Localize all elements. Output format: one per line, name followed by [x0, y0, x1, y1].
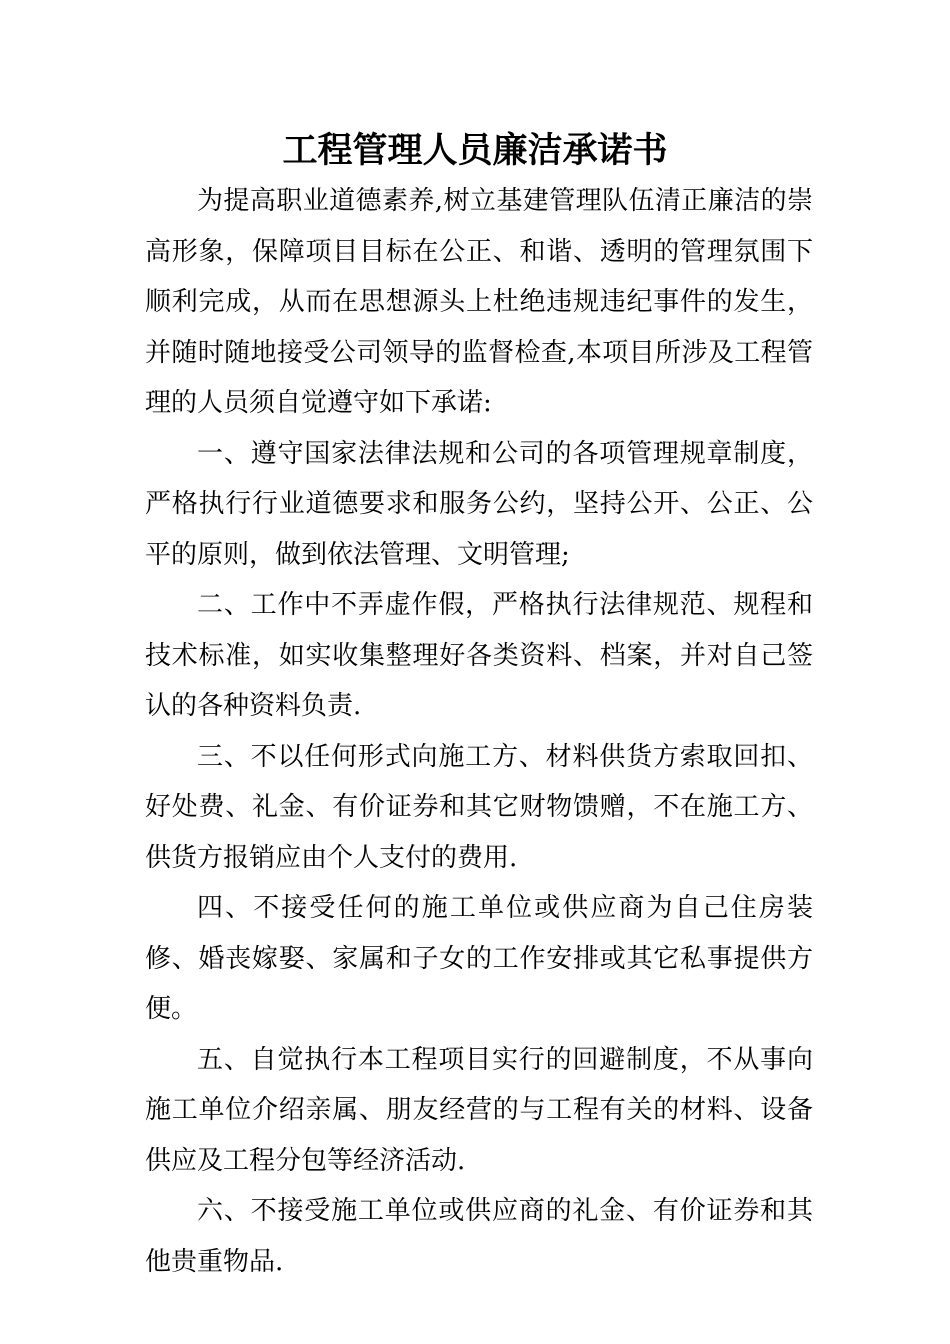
intro-paragraph: 为提高职业道德素养,树立基建管理队伍清正廉洁的崇高形象，保障项目目标在公正、和谐、透明的管理氛围下顺利完成，从而在思想源头上杜绝违规违纪事件的发生，并随时随地接受公司领导的监督检查,本项目所涉及工程管理的人员须自觉遵守如下承诺: [145, 186, 813, 418]
commitment-3-paragraph: 三、不以任何形式向施工方、材料供货方索取回扣、好处费、礼金、有价证券和其它财物馈赠，不在施工方、供货方报销应由个人支付的费用. [145, 741, 813, 873]
document-body [145, 176, 813, 1287]
commitment-6-paragraph: 六、不接受施工单位或供应商的礼金、有价证券和其他贵重物品. [145, 1196, 813, 1277]
document-title: 工程管理人员廉洁承诺书 [282, 130, 668, 171]
commitment-5-paragraph: 五、自觉执行本工程项目实行的回避制度，不从事向施工单位介绍亲属、朋友经营的与工程有关的材料、设备供应及工程分包等经济活动. [145, 1044, 813, 1176]
commitment-1-paragraph: 一、遵守国家法律法规和公司的各项管理规章制度，严格执行行业道德要求和服务公约，坚持公开、公正、公平的原则，做到依法管理、文明管理; [145, 438, 813, 570]
commitment-4-paragraph: 四、不接受任何的施工单位或供应商为自己住房装修、婚丧嫁娶、家属和子女的工作安排或其它私事提供方便。 [145, 893, 813, 1024]
commitment-2-paragraph: 二、工作中不弄虚作假，严格执行法律规范、规程和技术标准，如实收集整理好各类资料、档案，并对自己签认的各种资料负责. [145, 590, 813, 721]
